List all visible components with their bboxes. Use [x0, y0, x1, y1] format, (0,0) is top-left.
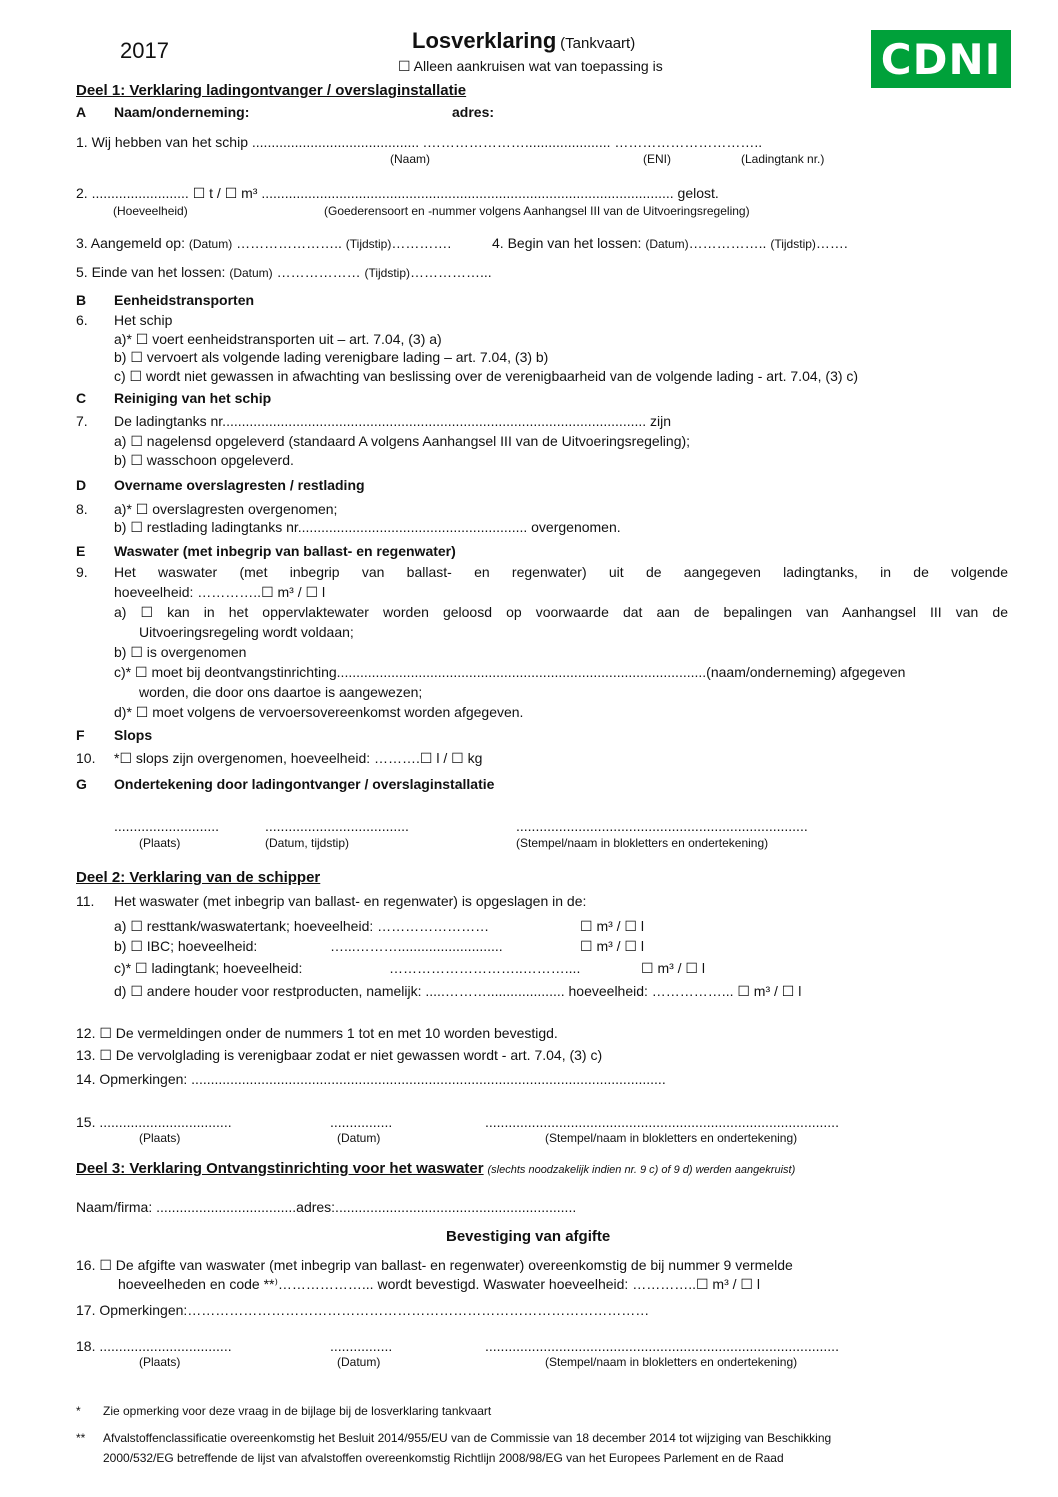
item-15-plaats-caption: (Plaats) — [139, 1131, 181, 1145]
g-stempel-field: ........................................................................... — [516, 818, 808, 834]
item-6a: a)* ☐ voert eenheidstransporten uit – art. 7.04, (3) a) — [114, 331, 442, 347]
item-11b: b) ☐ IBC; hoeveelheid: — [114, 938, 258, 954]
line-5 — [76, 264, 492, 281]
item-9c-line1: c)* ☐ moet bij deontvangstinrichting...............................................................................................(naam/onderneming) afgegeven — [114, 664, 906, 680]
cdni-logo: CDNI — [871, 30, 1011, 88]
bevestiging-heading: Bevestiging van afgifte — [446, 1228, 611, 1245]
caption-goederensoort: (Goederensoort en -nummer volgens Aanhangsel III van de Uitvoeringsregeling) — [324, 204, 750, 218]
item-11d: d) ☐ andere houder voor restproducten, namelijk: .....……….................... hoeveelheid: ……………... ☐ m³ / ☐ l — [114, 983, 802, 999]
line-4 — [492, 235, 848, 252]
caption-hoeveelheid: (Hoeveelheid) — [113, 204, 188, 218]
section-g-heading: Ondertekening door ladingontvanger / overslaginstallatie — [114, 776, 495, 792]
section-e-letter: E — [76, 543, 86, 559]
item-16-line2: hoeveelheden en code **⁾………………... wordt bevestigd. Waswater hoeveelheid: …………..☐ m³ / ☐ l — [118, 1276, 760, 1292]
g-datum-field: ..................................... — [265, 818, 409, 834]
deel3-header: Deel 3: Verklaring Ontvangstinrichting voor het waswater — [76, 1160, 484, 1177]
item-7a: a) ☐ nagelensd opgeleverd (standaard A volgens Aanhangsel III van de Uitvoeringsregeling); — [114, 433, 691, 449]
deel1-header: Deel 1: Verklaring ladingontvanger / overslaginstallatie — [76, 82, 467, 99]
section-b-letter: B — [76, 292, 87, 308]
item-9a-line1: a) ☐ kan in het oppervlaktewater worden geloosd op voorwaarde dat aan de bepalingen van Aanhangsel III van de — [114, 604, 1008, 620]
item-18-stempel-caption: (Stempel/naam in blokletters en ondertekening) — [545, 1355, 798, 1369]
section-e-heading: Waswater (met inbegrip van ballast- en regenwater) — [114, 543, 456, 559]
item-11c: c)* ☐ ladingtank; hoeveelheid: — [114, 960, 303, 976]
section-c-letter: C — [76, 390, 87, 406]
deel3-naam-firma: Naam/firma: ....................................adres:.............................................................. — [76, 1199, 577, 1215]
item-11a: a) ☐ resttank/waswatertank; hoeveelheid: …………………… — [114, 918, 490, 934]
item-18-stempel-field: ........................................................................................... — [485, 1338, 839, 1354]
caption-naam: (Naam) — [390, 152, 431, 166]
item-11-number: 11. — [76, 893, 95, 909]
item-9d: d)* ☐ moet volgens de vervoersovereenkomst worden afgegeven. — [114, 704, 524, 720]
title-suffix: (Tankvaart) — [560, 35, 636, 52]
section-a-letter: A — [76, 104, 87, 120]
item-7-text: De ladingtanks nr............................................................................................................. zijn — [114, 413, 672, 429]
page-title — [412, 28, 635, 53]
item-18-plaats-field: 18. .................................. — [76, 1338, 232, 1354]
einde-tijd-field: ……………... — [410, 264, 492, 280]
item-18-plaats-caption: (Plaats) — [139, 1355, 181, 1369]
item-9-number: 9. — [76, 564, 88, 580]
item-15-datum-field: ................ — [330, 1114, 393, 1130]
item-11b-field: …...………........................... — [330, 938, 503, 954]
year: 2017 — [120, 38, 169, 63]
item-6-number: 6. — [76, 312, 88, 328]
item-8b: b) ☐ restlading ladingtanks nr........................................................... overgenomen. — [114, 519, 621, 535]
g-stempel-caption: (Stempel/naam in blokletters en ondertekening) — [516, 836, 769, 850]
item-11c-unit: ☐ m³ / ☐ l — [641, 960, 705, 976]
footnote-1: Zie opmerking voor deze vraag in de bijlage bij de losverklaring tankvaart — [103, 1404, 492, 1418]
deel3-header-note: (slechts noodzakelijk indien nr. 9 c) of 9 d) werden aangekruist) — [487, 1164, 796, 1176]
item-12: 12. ☐ De vermeldingen onder de nummers 1 tot en met 10 worden bevestigd. — [76, 1025, 558, 1041]
section-g-letter: G — [76, 776, 87, 792]
begin-datum-caption: (Datum) — [645, 237, 689, 251]
item-14: 14. Opmerkingen: .......................................................................................................................... — [76, 1071, 666, 1087]
caption-eni: (ENI) — [643, 152, 671, 166]
g-plaats-caption: (Plaats) — [139, 836, 181, 850]
deel2-header: Deel 2: Verklaring van de schipper — [76, 869, 321, 886]
aangemeld-tijd-field: …………. — [391, 235, 452, 251]
section-c-heading: Reiniging van het schip — [114, 390, 272, 406]
item-9a-line2: Uitvoeringsregeling wordt voldaan; — [139, 624, 354, 640]
section-d-heading: Overname overslagresten / restlading — [114, 477, 365, 493]
item-10-number: 10. — [76, 750, 96, 766]
item-7-number: 7. — [76, 413, 88, 429]
section-f-heading: Slops — [114, 727, 153, 743]
item-17: 17. Opmerkingen:……………………………………………………………………………………… — [76, 1302, 650, 1318]
item-6-text: Het schip — [114, 312, 173, 328]
aangemeld-tijd-caption: (Tijdstip) — [345, 237, 392, 251]
line-3 — [76, 235, 451, 252]
item-11b-unit: ☐ m³ / ☐ l — [580, 938, 644, 954]
aangemeld-label: 3. Aangemeld op: — [76, 235, 185, 251]
item-6c: c) ☐ wordt niet gewassen in afwachting van beslissing over de verenigbaarheid van de volgende lading - art. 7.04, (3) c) — [114, 368, 859, 384]
begin-datum-field: …………….. — [688, 235, 767, 251]
section-b-heading: Eenheidstransporten — [114, 292, 255, 308]
item-18-datum-caption: (Datum) — [337, 1355, 381, 1369]
item-15-plaats-field: 15. .................................. — [76, 1114, 232, 1130]
item-9-hoeveelheid: hoeveelheid: …………..☐ m³ / ☐ l — [114, 584, 326, 600]
begin-tijd-field: ……. — [815, 235, 848, 251]
einde-lossen-label: 5. Einde van het lossen: — [76, 264, 226, 280]
item-8a: a)* ☐ overslagresten overgenomen; — [114, 501, 338, 517]
footnote-2-mark: ** — [76, 1431, 86, 1445]
footnote-2-line2: 2000/532/EG betreffende de lijst van afvalstoffen overeenkomstig Richtlijn 2008/98/EG van het Europees Parlement en de Raad — [103, 1451, 784, 1465]
item-7b: b) ☐ wasschoon opgeleverd. — [114, 452, 294, 468]
item-11c-field: ………………………..……….... — [389, 960, 581, 976]
aangemeld-datum-field: ………………….. — [236, 235, 342, 251]
begin-lossen-label: 4. Begin van het lossen: — [492, 235, 642, 251]
footnote-2-line1: Afvalstoffenclassificatie overeenkomstig het Besluit 2014/955/EU van de Commissie van 18 december 2014 tot wijziging van Beschikking — [103, 1431, 832, 1445]
einde-datum-field: ……………… — [276, 264, 361, 280]
item-16-line1: 16. ☐ De afgifte van waswater (met inbegrip van ballast- en regenwater) overeenkomstig de bij nummer 9 vermelde — [76, 1257, 793, 1273]
item-9b: b) ☐ is overgenomen — [114, 644, 247, 660]
item-15-stempel-field: ........................................................................................... — [485, 1114, 839, 1130]
item-18-datum-field: ................ — [330, 1338, 393, 1354]
g-plaats-field: ........................... — [114, 818, 220, 834]
caption-ladingtank: (Ladingtank nr.) — [741, 152, 825, 166]
einde-tijd-caption: (Tijdstip) — [364, 266, 411, 280]
item-6b: b) ☐ vervoert als volgende lading verenigbare lading – art. 7.04, (3) b) — [114, 349, 549, 365]
line-1: 1. Wij hebben van het schip ........................................... .…………………...................... ………………………….. — [76, 134, 763, 150]
item-10-text: *☐ slops zijn overgenomen, hoeveelheid: ……….☐ l / ☐ kg — [114, 750, 483, 766]
section-d-letter: D — [76, 477, 87, 493]
subtitle: ☐ Alleen aankruisen wat van toepassing is — [398, 58, 663, 74]
line-2: 2. ......................... ☐ t / ☐ m³ .......................................................................................................... gelost. — [76, 185, 719, 201]
section-f-letter: F — [76, 727, 85, 743]
g-datum-caption: (Datum, tijdstip) — [265, 836, 350, 850]
footnote-1-mark: * — [76, 1404, 81, 1418]
einde-datum-caption: (Datum) — [229, 266, 273, 280]
deel3-header-row — [76, 1160, 795, 1177]
adres-label: adres: — [452, 104, 495, 120]
aangemeld-datum-caption: (Datum) — [188, 237, 233, 251]
title-main: Losverklaring — [412, 28, 557, 53]
item-9-text: Het waswater (met inbegrip van ballast- en regenwater) uit de aangegeven ladingtanks, in de volgende — [114, 564, 1008, 580]
item-11-text: Het waswater (met inbegrip van ballast- en regenwater) is opgeslagen in de: — [114, 893, 587, 909]
item-9c-line2: worden, die door ons daartoe is aangewezen; — [139, 684, 423, 700]
item-15-datum-caption: (Datum) — [337, 1131, 381, 1145]
naam-onderneming-label: Naam/onderneming: — [114, 104, 250, 120]
item-13: 13. ☐ De vervolglading is verenigbaar zodat er niet gewassen wordt - art. 7.04, (3) c) — [76, 1047, 603, 1063]
begin-tijd-caption: (Tijdstip) — [770, 237, 816, 251]
item-15-stempel-caption: (Stempel/naam in blokletters en ondertekening) — [545, 1131, 798, 1145]
item-11a-unit: ☐ m³ / ☐ l — [580, 918, 644, 934]
item-8-number: 8. — [76, 501, 88, 517]
